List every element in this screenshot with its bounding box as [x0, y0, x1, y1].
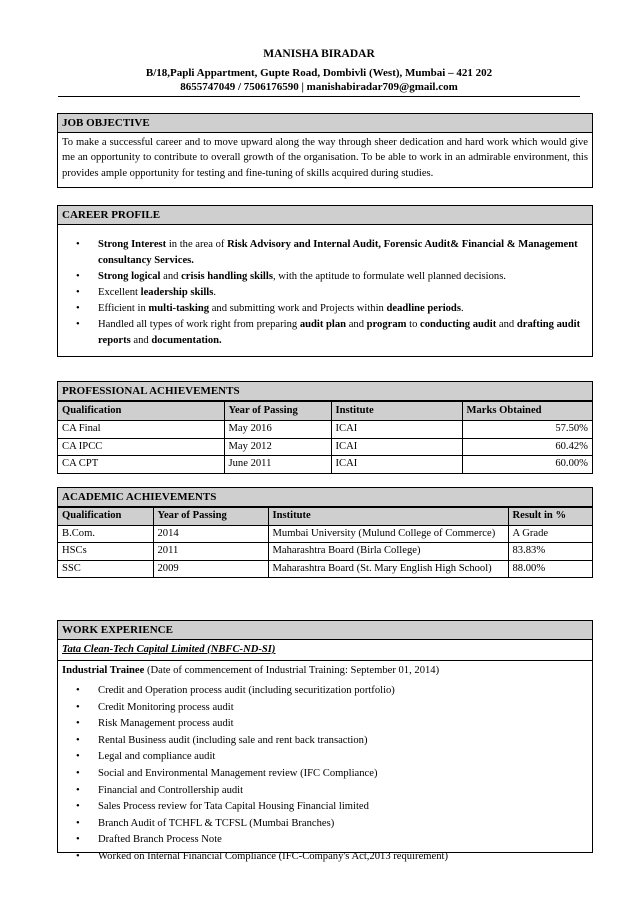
section-title: CAREER PROFILE	[58, 206, 592, 225]
career-profile-list	[58, 225, 592, 359]
role-title: Industrial Trainee	[62, 665, 145, 676]
section-title: ACADEMIC ACHIEVEMENTS	[58, 488, 592, 507]
bold-text: conducting audit	[420, 319, 497, 330]
work-item: • Rental Business audit (including sale and rent back transaction)	[98, 733, 582, 750]
column-header: Marks Obtained	[462, 402, 592, 421]
table-cell: Maharashtra Board (St. Mary English High School)	[268, 560, 508, 577]
table-cell: May 2012	[224, 438, 331, 456]
work-item: • Financial and Controllership audit	[98, 783, 582, 800]
table-cell: A Grade	[508, 525, 592, 543]
work-item: • Drafted Branch Process Note	[98, 832, 582, 849]
professional-achievements-section	[57, 381, 593, 474]
table-cell: 2011	[153, 543, 268, 561]
work-items-list	[58, 681, 592, 868]
bold-text: drafting audit reports	[98, 319, 581, 346]
professional-table	[58, 401, 592, 473]
text: Handled all types of work right from preparing	[98, 319, 300, 330]
table-cell: CA IPCC	[58, 438, 224, 456]
table-cell: 60.42%	[462, 438, 592, 456]
table-cell: 2014	[153, 525, 268, 543]
table-row	[58, 525, 592, 543]
column-header: Qualification	[58, 402, 224, 421]
table-row	[58, 421, 592, 439]
table-cell: 2009	[153, 560, 268, 577]
column-header: Institute	[268, 508, 508, 526]
career-profile-item	[98, 317, 582, 349]
table-cell: CA Final	[58, 421, 224, 439]
text: and	[130, 335, 152, 346]
career-profile-section	[57, 205, 593, 357]
text: Efficient in	[98, 303, 149, 314]
text: .	[213, 287, 217, 298]
bold-text: multi-tasking	[148, 303, 210, 314]
table-cell: CA CPT	[58, 456, 224, 473]
table-cell: SSC	[58, 560, 153, 577]
bold-text: crisis handling skills	[181, 271, 273, 282]
bold-text: Risk Advisory and Internal Audit, Forensic Audit& Financial & Management consultancy Services.	[98, 239, 578, 266]
work-item: • Sales Process review for Tata Capital Housing Financial limited	[98, 799, 582, 816]
section-title: JOB OBJECTIVE	[58, 114, 592, 133]
academic-table	[58, 507, 592, 577]
column-header: Institute	[331, 402, 462, 421]
bold-text: program	[366, 319, 407, 330]
company-name: Tata Clean-Tech Capital Limited (NBFC-ND-SI)	[62, 644, 276, 655]
bold-text: documentation.	[151, 335, 222, 346]
column-header: Qualification	[58, 508, 153, 526]
career-profile-item	[98, 269, 582, 285]
work-item: • Credit Monitoring process audit	[98, 700, 582, 717]
bold-text: Strong logical	[98, 271, 161, 282]
text: and submitting work and Projects within	[209, 303, 387, 314]
table-row	[58, 543, 592, 561]
bold-text: deadline periods	[386, 303, 461, 314]
column-header: Year of Passing	[153, 508, 268, 526]
table-cell: June 2011	[224, 456, 331, 473]
text: in the area of	[166, 239, 228, 250]
career-profile-item	[98, 285, 582, 301]
text: and	[346, 319, 367, 330]
work-item: • Worked on Internal Financial Compliance (IFC-Company's Act,2013 requirement)	[98, 849, 582, 866]
bold-text: leadership skills	[140, 287, 214, 298]
table-cell: Maharashtra Board (Birla College)	[268, 543, 508, 561]
text: Excellent	[98, 287, 141, 298]
column-header: Result in %	[508, 508, 592, 526]
table-cell: HSCs	[58, 543, 153, 561]
table-row	[58, 560, 592, 577]
bold-text: Strong Interest	[98, 239, 167, 250]
work-item: • Social and Environmental Management review (IFC Compliance)	[98, 766, 582, 783]
text: .	[460, 303, 464, 314]
table-cell: 60.00%	[462, 456, 592, 473]
table-cell: 88.00%	[508, 560, 592, 577]
table-header-row	[58, 508, 592, 526]
table-cell: ICAI	[331, 438, 462, 456]
text: and	[160, 271, 182, 282]
contact-info: 8655747049 / 7506176590 | manishabiradar709@gmail.com	[180, 81, 458, 93]
work-item: • Branch Audit of TCHFL & TCFSL (Mumbai Branches)	[98, 816, 582, 833]
candidate-name: MANISHA BIRADAR	[263, 48, 375, 60]
job-objective-section	[57, 113, 593, 188]
objective-text: To make a successful career and to move upward along the way through sheer dedication and hard work which would give me an opportunity to contribute to overall growth of the organisation. To be able to work in an admirable environment, this provides ample opportunity for testing and fine-tuning of skills acquired during studies.	[62, 137, 588, 179]
table-header-row	[58, 402, 592, 421]
table-cell: ICAI	[331, 456, 462, 473]
role-detail: (Date of commencement of Industrial Training: September 01, 2014)	[144, 665, 440, 676]
table-cell: 57.50%	[462, 421, 592, 439]
section-title: WORK EXPERIENCE	[58, 621, 592, 640]
table-cell: 83.83%	[508, 543, 592, 561]
work-item: • Credit and Operation process audit (including securitization portfolio)	[98, 683, 582, 700]
work-item: • Legal and compliance audit	[98, 749, 582, 766]
column-header: Year of Passing	[224, 402, 331, 421]
text: to	[406, 319, 421, 330]
table-cell: Mumbai University (Mulund College of Commerce)	[268, 525, 508, 543]
text: and	[496, 319, 517, 330]
bold-text: audit plan	[299, 319, 347, 330]
address: B/18,Papli Appartment, Gupte Road, Dombivli (West), Mumbai – 421 202	[145, 67, 493, 79]
role-line	[58, 660, 592, 681]
career-profile-item	[98, 237, 582, 269]
table-row	[58, 438, 592, 456]
table-cell: ICAI	[331, 421, 462, 439]
academic-achievements-section	[57, 487, 593, 578]
table-row	[58, 456, 592, 473]
header-divider	[58, 96, 580, 97]
table-cell: B.Com.	[58, 525, 153, 543]
career-profile-item	[98, 301, 582, 317]
section-title: PROFESSIONAL ACHIEVEMENTS	[58, 382, 592, 401]
table-cell: May 2016	[224, 421, 331, 439]
work-item: • Risk Management process audit	[98, 716, 582, 733]
work-experience-section	[57, 620, 593, 862]
text: , with the aptitude to formulate well planned decisions.	[272, 271, 506, 282]
